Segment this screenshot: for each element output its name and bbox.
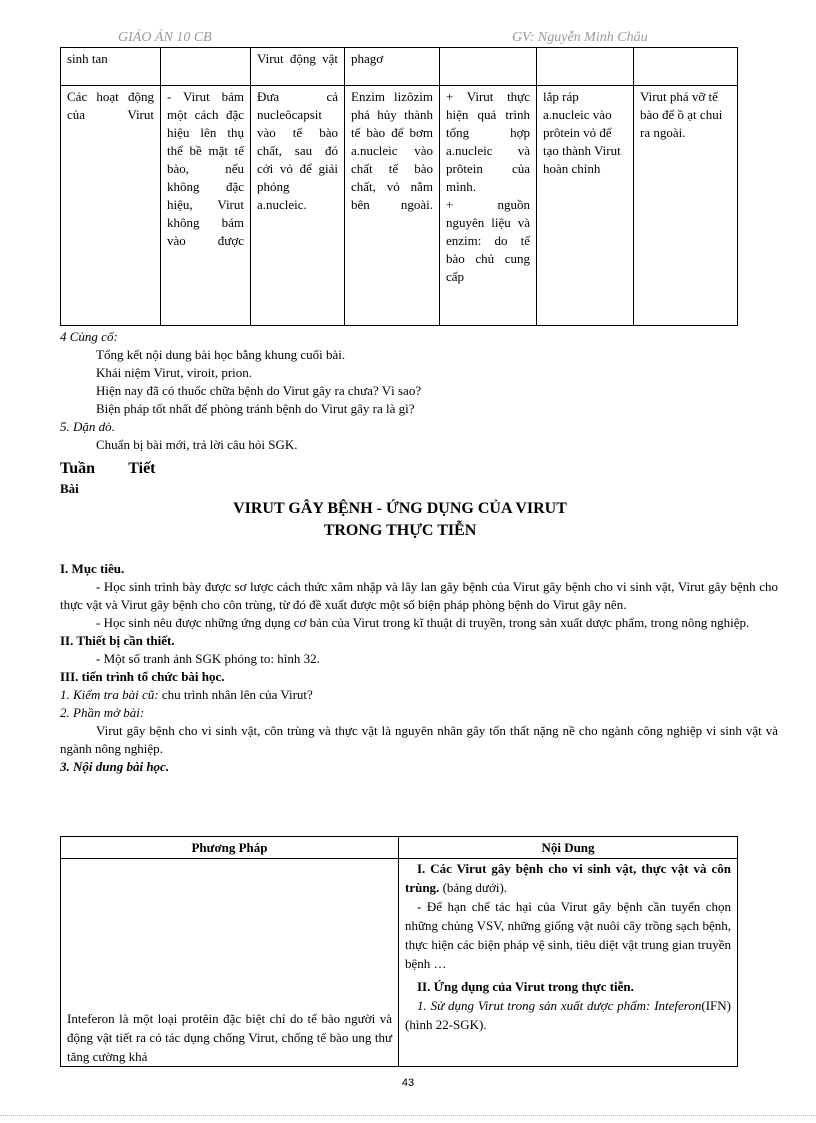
objective-2: - Học sinh nêu được những ứng dụng cơ bản của Virut trong kĩ thuật di truyền, trong sản xuất dược phẩm, trong nông nghiệp. [96, 615, 750, 630]
objective-1: - Học sinh trình bày được sơ lược cách thức xâm nhập và lây lan gây bệnh của Virut gây bệnh cho vi sinh vật, Virut gây bệnh cho thực vật và Virut gây bệnh cho côn trùng, từ đó đề xuất được một số biện pháp phòng bệnh do Virut gây nên. [60, 579, 778, 612]
table-cell: Các hoạt động của Virut [61, 86, 161, 326]
footer-divider [0, 1115, 816, 1116]
table-cell: Enzim lizôzim phá hủy thành tế bào để bơm a.nucleic vào chất tế bào chất, vỏ nằm bên ngoài. [345, 86, 440, 326]
objectives-heading: I. Mục tiêu. [60, 561, 125, 576]
table-cell [440, 48, 537, 86]
section2-sub: 1. Sử dụng Virut trong sản xuất dược phẩm: Inteferon [417, 998, 702, 1013]
opening-text: Virut gây bệnh cho vi sinh vật, côn trùng và thực vật là nguyên nhân gây tổn thất nặng nề cho ngành công nghiệp vi sinh vật và ngành nông nghiệp. [60, 723, 778, 756]
content-header: Nội Dung [399, 837, 738, 859]
table-cell: + Virut thực hiện quá trình tổng hợp a.nucleic và prôtein của mình. + nguồn nguyên liệu và enzim: do tế bào chủ cung cấp [440, 86, 537, 326]
method-cell [61, 859, 399, 1067]
section2-heading: II. Ứng dụng của Virut trong thực tiễn. [417, 979, 634, 994]
table-cell: - Virut bám một cách đặc hiệu lên thụ thể bề mặt tế bào, nếu không đặc hiệu, Virut không bám vào được [161, 86, 251, 326]
header-right: GV: Nguyễn Minh Châu [512, 30, 648, 45]
homework-text: Chuẩn bị bài mới, trả lời câu hỏi SGK. [96, 437, 298, 452]
lesson-content-table [60, 836, 738, 1067]
consolidate-section [60, 328, 778, 454]
table-cell: lắp ráp a.nucleic vào prôtein vỏ để tạo thành Virut hoàn chỉnh [537, 86, 634, 326]
table-cell [634, 48, 738, 86]
equipment-text: - Một số tranh ảnh SGK phóng to: hình 32. [96, 651, 320, 666]
section2-tail: (IFN)(hình 22-SGK). [405, 998, 731, 1032]
table-cell: Virut động vật [251, 48, 345, 86]
homework-heading: 5. Dặn dò. [60, 419, 115, 434]
check-text: chu trình nhân lên của Virut? [158, 687, 313, 702]
consolidate-item: Hiện nay đã có thuốc chữa bệnh do Virut gây ra chưa? Vì sao? [96, 383, 422, 398]
check-label: 1. Kiểm tra bài cũ: [60, 687, 159, 702]
consolidate-item: Biện pháp tốt nhất để phòng tránh bệnh do Virut gây ra là gì? [96, 401, 415, 416]
opening-label: 2. Phần mở bài: [60, 705, 145, 720]
content-label: 3. Nội dung bài học. [60, 759, 170, 774]
table-cell: Virut phá vỡ tế bào để ồ ạt chui ra ngoài. [634, 86, 738, 326]
method-text: Inteferon là một loại protêin đặc biệt chỉ do tế bào người và động vật tiết ra có tác dụng chống Virut, chống tế bào ung thư tăng cường khả [67, 1011, 392, 1064]
table-cell [161, 48, 251, 86]
table-cell: Đưa cả nucleôcapsit vào tế bào chất, sau đó cởi vỏ để giải phóng a.nucleic. [251, 86, 345, 326]
process-heading: III. tiến trình tổ chức bài học. [60, 669, 225, 684]
consolidate-item: Khái niệm Virut, viroit, prion. [96, 365, 253, 380]
lesson-title [60, 498, 740, 542]
lesson-label: Bài [60, 481, 79, 496]
equipment-heading: II. Thiết bị cần thiết. [60, 633, 175, 648]
table-cell [537, 48, 634, 86]
page-number: 43 [401, 1077, 415, 1089]
header-left: GIÁO ÁN 10 CB [118, 30, 212, 45]
period-label: Tiết [128, 460, 156, 477]
title-line-1: VIRUT GÂY BỆNH - ỨNG DỤNG CỦA VIRUT [233, 500, 567, 517]
title-line-2: TRONG THỰC TIỄN [323, 522, 477, 539]
content-cell [399, 859, 738, 1067]
objectives-section [60, 560, 778, 776]
week-label: Tuần [60, 460, 95, 477]
section1-heading: I. Các Virut gây bệnh cho vi sinh vật, thực vật và côn trùng. [405, 861, 731, 895]
section1-text: - Để hạn chế tác hại của Virut gây bệnh cần tuyển chọn những chủng VSV, những giống vật nuôi cây trồng sạch bệnh, thực hiện các biện pháp vệ sinh, tiêu diệt vật trung gian truyền bệnh … [405, 899, 731, 971]
virus-activity-table [60, 47, 738, 326]
table-cell: phagơ [345, 48, 440, 86]
method-header: Phương Pháp [61, 837, 399, 859]
table-cell: sinh tan [61, 48, 161, 86]
section1-note: (bảng dưới). [439, 880, 508, 895]
consolidate-item: Tổng kết nội dung bài học bằng khung cuối bài. [96, 347, 346, 362]
consolidate-heading: 4 Củng cố: [60, 329, 118, 344]
week-block [60, 458, 778, 498]
